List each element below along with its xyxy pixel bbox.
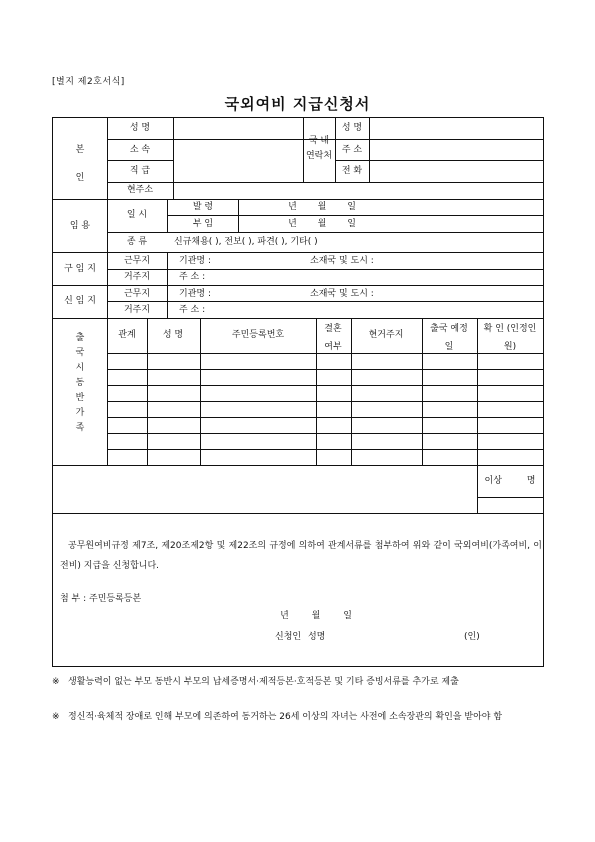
statement: 공무원여비규정 제7조, 제20조제2항 및 제22조의 규정에 의하여 관계서류를 첨부하여 위와 같이 국외여비(가족여비, 이전비) 지급을 신청합니다. — [60, 541, 542, 571]
label-affiliation: 소 속 — [129, 145, 151, 155]
label-contact-address: 주 소 — [341, 145, 363, 155]
footnote-mark: ※ — [52, 677, 60, 687]
col-departure-date: 출국 예정일 — [430, 324, 468, 352]
arrival-date-format: 년 월 일 — [288, 219, 356, 229]
label-contact-phone: 전 화 — [341, 166, 363, 176]
rule — [107, 301, 543, 302]
footnote-text: 생활능력이 없는 부모 동반시 부모의 납세증명서·제적등본·호적등본 및 기타 증빙서류를 추가로 제출 — [68, 677, 459, 687]
total-count-label: 이상 명 — [484, 476, 536, 486]
label-address: 현주소 — [126, 185, 154, 195]
label-prev-agency: 기관명 : — [179, 256, 211, 266]
rule — [335, 117, 336, 182]
col-marital-status: 결혼 여부 — [324, 324, 342, 352]
appointment-type-options: 신규채용( ), 전보( ), 파견( ), 기타( ) — [174, 237, 318, 247]
label-rank: 직 급 — [129, 166, 151, 176]
label-prev-address: 주 소 : — [179, 272, 206, 282]
rule — [173, 117, 174, 199]
rule — [477, 318, 478, 513]
label-appointment-type: 종 류 — [126, 237, 148, 247]
rule — [147, 318, 148, 465]
col-relation: 관계 — [118, 330, 136, 340]
rule — [52, 285, 543, 286]
label-contact-name: 성 명 — [341, 123, 363, 133]
footnote-mark: ※ — [52, 712, 60, 722]
rule — [477, 497, 543, 498]
section-family: 출국시 동반가족 — [75, 333, 85, 433]
label-prev-work: 근무지 — [123, 256, 151, 266]
rule — [107, 269, 543, 270]
rule — [52, 465, 543, 466]
label-new-address: 주 소 : — [179, 305, 206, 315]
footnote-1 — [52, 674, 582, 708]
rule — [107, 160, 173, 161]
rule — [351, 318, 352, 465]
rule — [52, 318, 543, 319]
section-applicant: 본 인 — [75, 145, 85, 183]
col-resident-number: 주민등록번호 — [231, 330, 285, 340]
col-residence: 현거주지 — [368, 330, 404, 340]
label-domestic-contact: 국 내 연락처 — [305, 136, 333, 161]
rule — [52, 252, 543, 253]
section-new-post: 신 임 지 — [64, 296, 96, 306]
order-date-format: 년 월 일 — [288, 202, 356, 212]
label-prev-country-city: 소재국 및 도시 : — [310, 256, 374, 266]
attachment: 첨 부 : 주민등록등본 — [60, 594, 142, 604]
label-new-agency: 기관명 : — [179, 289, 211, 299]
label-new-country-city: 소재국 및 도시 : — [310, 289, 374, 299]
rule — [422, 318, 423, 465]
rule — [335, 160, 543, 161]
label-new-residence: 거주지 — [123, 305, 151, 315]
section-appointment: 임 용 — [69, 221, 91, 231]
label-appointment-date: 일 시 — [126, 210, 148, 220]
rule — [107, 117, 108, 465]
footnote-2 — [52, 709, 582, 743]
rule — [316, 318, 317, 465]
col-confirmation: 확 인 (인정인원) — [483, 324, 537, 352]
rule — [238, 199, 239, 232]
rule — [200, 318, 201, 465]
signer-label: 신청인 성명 — [275, 632, 326, 642]
seal-mark: (인) — [464, 632, 480, 642]
label-name: 성 명 — [129, 123, 151, 133]
label-arrival: 부 임 — [192, 219, 214, 229]
form-reference: [별지 제2호서식] — [52, 77, 125, 87]
rule — [107, 232, 543, 233]
sign-date: 년 월 일 — [280, 611, 352, 621]
rule — [52, 513, 543, 514]
col-name: 성 명 — [162, 330, 184, 340]
label-order: 발 령 — [192, 202, 214, 212]
form-title: 국외여비 지급신청서 — [224, 95, 371, 113]
rule — [167, 199, 168, 232]
rule — [167, 252, 168, 318]
label-prev-residence: 거주지 — [123, 272, 151, 282]
section-prev-post: 구 임 지 — [64, 264, 96, 274]
rule — [52, 199, 543, 200]
footnote-text: 정신적·육체적 장애로 인해 부모에 의존하여 동거하는 26세 이상의 자녀는 사전에 소속장관의 확인을 받아야 함 — [68, 712, 503, 722]
label-new-work: 근무지 — [123, 289, 151, 299]
rule — [167, 215, 543, 216]
rule — [369, 117, 370, 182]
